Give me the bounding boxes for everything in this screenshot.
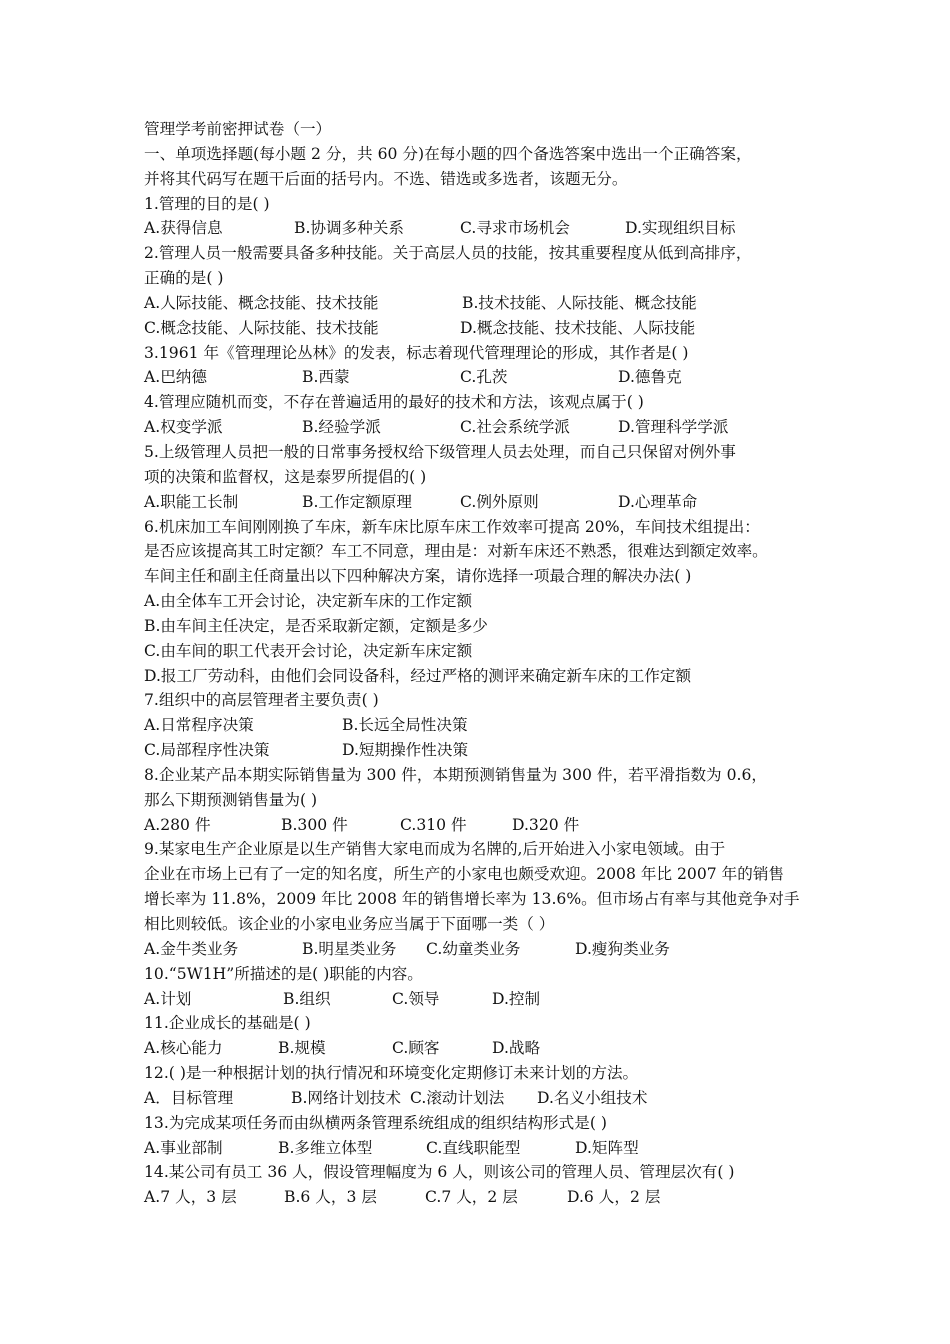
answer-option: C.310 件 — [400, 815, 467, 834]
answer-option: B.经验学派 — [302, 418, 381, 437]
answer-option: A．目标管理 — [144, 1088, 234, 1107]
question-stem-line: 10.“5W1H”所描述的是( )职能的内容。 — [144, 964, 423, 983]
question-2 — [144, 241, 834, 340]
answer-option: A.人际技能、概念技能、技术技能 — [144, 293, 379, 312]
question-8 — [144, 763, 834, 838]
option-row — [144, 987, 834, 1012]
option-row — [144, 639, 834, 664]
answer-option: A.获得信息 — [144, 219, 223, 238]
answer-option: C.社会系统学派 — [460, 418, 570, 437]
answer-option: D.战略 — [492, 1039, 541, 1058]
question-1 — [144, 192, 834, 242]
question-stem-line: 7.组织中的高层管理者主要负责( ) — [144, 691, 379, 710]
answer-option: D.德鲁克 — [618, 368, 682, 387]
option-row — [144, 415, 834, 440]
answer-option: B.明星类业务 — [302, 939, 397, 958]
answer-option: B.300 件 — [281, 815, 348, 834]
answer-option: D.概念技能、技术技能、人际技能 — [460, 318, 696, 337]
question-11 — [144, 1011, 834, 1061]
answer-option: C.领导 — [392, 989, 440, 1008]
answer-option: A.日常程序决策 — [144, 716, 254, 735]
answer-option: C.寻求市场机会 — [460, 219, 570, 238]
answer-option: A.280 件 — [144, 815, 211, 834]
option-row — [144, 713, 834, 738]
question-stem-line: 14.某公司有员工 36 人，假设管理幅度为 6 人，则该公司的管理人员、管理层次有( ) — [144, 1163, 735, 1182]
answer-option: B.规模 — [278, 1039, 326, 1058]
answer-option: D.矩阵型 — [575, 1138, 639, 1157]
exam-document — [144, 117, 834, 1210]
answer-option: D.控制 — [492, 989, 541, 1008]
answer-option: B.多维立体型 — [278, 1138, 373, 1157]
answer-option: C.7 人，2 层 — [425, 1188, 518, 1207]
option-row — [144, 664, 834, 689]
question-stem-line: 车间主任和副主任商量出以下四种解决方案，请你选择一项最合理的解决办法( ) — [144, 567, 692, 586]
question-stem-line: 13.为完成某项任务而由纵横两条管理系统组成的组织结构形式是( ) — [144, 1113, 607, 1132]
answer-option: B.6 人，3 层 — [284, 1188, 377, 1207]
answer-option: B.技术技能、人际技能、概念技能 — [462, 293, 697, 312]
question-stem-line: 4.管理应随机而变，不存在普遍适用的最好的技术和方法，该观点属于( ) — [144, 393, 644, 412]
question-stem-line: 2.管理人员一般需要具备多种技能。关于高层人员的技能，按其重要程度从低到高排序， — [144, 244, 752, 263]
question-stem-line: 企业在市场上已有了一定的知名度，所生产的小家电也颇受欢迎。2008 年比 2007 年的销售 — [144, 865, 785, 884]
section-heading-line-1: 一、单项选择题(每小题 2 分，共 60 分)在每小题的四个备选答案中选出一个正确答案， — [144, 144, 752, 163]
option-row — [144, 1086, 834, 1111]
answer-option: A.7 人，3 层 — [144, 1188, 237, 1207]
answer-option: C.例外原则 — [460, 492, 539, 511]
answer-option: C.顾客 — [392, 1039, 440, 1058]
question-stem-line: 那么下期预测销售量为( ) — [144, 790, 318, 809]
question-12 — [144, 1061, 834, 1111]
option-row — [144, 316, 834, 341]
question-stem-line: 8.企业某产品本期实际销售量为 300 件，本期预测销售量为 300 件，若平滑指数为 0.6， — [144, 765, 767, 784]
exam-title: 管理学考前密押试卷（一） — [144, 120, 332, 138]
answer-option: C.幼童类业务 — [426, 939, 521, 958]
option-row — [144, 365, 834, 390]
option-row — [144, 1036, 834, 1061]
answer-option: A.巴纳德 — [144, 368, 207, 387]
section-heading-line-2: 并将其代码写在题干后面的括号内。不选、错选或多选者，该题无分。 — [144, 169, 628, 188]
question-13 — [144, 1111, 834, 1161]
answer-option: B.组织 — [283, 989, 331, 1008]
option-row — [144, 1185, 834, 1210]
option-row — [144, 614, 834, 639]
answer-option: A.事业部制 — [144, 1138, 223, 1157]
option-row — [144, 937, 834, 962]
answer-option: B.工作定额原理 — [302, 492, 412, 511]
option-row — [144, 813, 834, 838]
question-5 — [144, 440, 834, 515]
question-stem-line: 6.机床加工车间刚刚换了车床，新车床比原车床工作效率可提高 20%，车间技术组提出： — [144, 517, 760, 536]
answer-option: C.孔茨 — [460, 368, 508, 387]
question-stem-line: 1.管理的目的是( ) — [144, 194, 270, 213]
question-stem-line: 增长率为 11.8%，2009 年比 2008 年的销售增长率为 13.6%。但市场占有率与其他竞争对手 — [144, 890, 800, 909]
question-10 — [144, 962, 834, 1012]
answer-option: A.计划 — [144, 989, 192, 1008]
answer-option: B.西蒙 — [302, 368, 350, 387]
answer-option: D.实现组织目标 — [625, 219, 736, 238]
option-row — [144, 490, 834, 515]
option-row — [144, 738, 834, 763]
answer-option: D.6 人，2 层 — [567, 1188, 661, 1207]
question-4 — [144, 390, 834, 440]
answer-option: B.网络计划技术 — [291, 1088, 401, 1107]
answer-option: D.管理科学学派 — [618, 418, 729, 437]
answer-option: B.协调多种关系 — [294, 219, 404, 238]
question-stem-line: 3.1961 年《管理理论丛林》的发表，标志着现代管理理论的形成，其作者是( ) — [144, 343, 689, 362]
question-stem-line: 正确的是( ) — [144, 269, 224, 288]
answer-option: D.名义小组技术 — [537, 1088, 648, 1107]
answer-option: C.概念技能、人际技能、技术技能 — [144, 318, 379, 337]
question-6 — [144, 515, 834, 689]
answer-option: A.核心能力 — [144, 1039, 223, 1058]
question-stem-line: 5.上级管理人员把一般的日常事务授权给下级管理人员去处理，而自己只保留对例外事 — [144, 442, 736, 461]
answer-option: B.由车间主任决定，是否采取新定额，定额是多少 — [144, 616, 488, 635]
question-stem-line: 12.( )是一种根据计划的执行情况和环境变化定期修订未来计划的方法。 — [144, 1064, 639, 1083]
answer-option: C.局部程序性决策 — [144, 741, 270, 760]
answer-option: A.权变学派 — [144, 418, 223, 437]
option-row — [144, 1136, 834, 1161]
answer-option: D.短期操作性决策 — [342, 741, 469, 760]
question-stem-line: 11.企业成长的基础是( ) — [144, 1014, 311, 1033]
answer-option: D.320 件 — [512, 815, 580, 834]
question-stem-line: 相比则较低。该企业的小家电业务应当属于下面哪一类（ ） — [144, 915, 555, 933]
answer-option: A.由全体车工开会讨论，决定新车床的工作定额 — [144, 592, 473, 611]
answer-option: C.直线职能型 — [426, 1138, 521, 1157]
question-14 — [144, 1160, 834, 1210]
answer-option: D.心理革命 — [618, 492, 698, 511]
question-list — [144, 192, 834, 1211]
question-stem-line: 9.某家电生产企业原是以生产销售大家电而成为名牌的,后开始进入小家电领域。由于 — [144, 840, 726, 859]
option-row — [144, 216, 834, 241]
question-9 — [144, 837, 834, 961]
answer-option: A.金牛类业务 — [144, 939, 239, 958]
option-row — [144, 589, 834, 614]
question-7 — [144, 688, 834, 763]
answer-option: D.瘦狗类业务 — [575, 939, 670, 958]
answer-option: C.滚动计划法 — [410, 1088, 505, 1107]
answer-option: B.长远全局性决策 — [342, 716, 468, 735]
option-row — [144, 291, 834, 316]
question-3 — [144, 341, 834, 391]
question-stem-line: 项的决策和监督权，这是泰罗所提倡的( ) — [144, 467, 427, 486]
answer-option: A.职能工长制 — [144, 492, 239, 511]
question-stem-line: 是否应该提高其工时定额？车工不同意，理由是：对新车床还不熟悉，很难达到额定效率。 — [144, 542, 768, 561]
answer-option: C.由车间的职工代表开会讨论，决定新车床定额 — [144, 641, 473, 660]
answer-option: D.报工厂劳动科，由他们会同设备科，经过严格的测评来确定新车床的工作定额 — [144, 666, 692, 685]
